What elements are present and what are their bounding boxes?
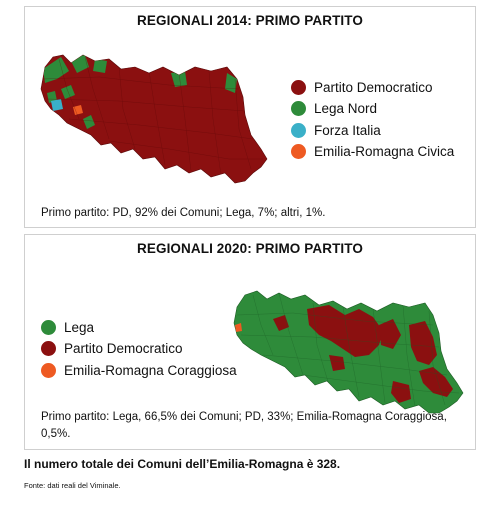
legend-swatch-pd bbox=[41, 341, 56, 356]
legend-item-lega-nord-2014 bbox=[291, 99, 454, 119]
municipality-lega-area bbox=[93, 59, 107, 73]
legend-item-erc-2014 bbox=[291, 142, 454, 162]
legend-label: Partito Democratico bbox=[64, 341, 183, 356]
region-shape-2014 bbox=[41, 55, 267, 183]
legend-item-pd-2014 bbox=[291, 77, 454, 97]
legend-item-pd-2020 bbox=[41, 339, 237, 359]
legend-swatch-erc bbox=[291, 144, 306, 159]
legend-item-erc-2020 bbox=[41, 360, 237, 380]
legend-swatch-pd bbox=[291, 80, 306, 95]
legend-2020 bbox=[41, 317, 237, 382]
legend-item-lega-2020 bbox=[41, 317, 237, 337]
legend-label: Lega bbox=[64, 319, 95, 335]
legend-label: Forza Italia bbox=[314, 122, 381, 138]
legend-2014 bbox=[291, 77, 454, 163]
legend-label: Lega Nord bbox=[314, 101, 378, 116]
legend-label: Emilia-Romagna Coraggiosa bbox=[64, 362, 237, 378]
footnote-total-comuni: Il numero totale dei Comuni dell’Emilia-Romagna è 328. bbox=[24, 457, 341, 471]
legend-swatch-erc bbox=[41, 363, 56, 378]
legend-label: Partito Democratico bbox=[314, 79, 433, 95]
legend-swatch-lega bbox=[291, 101, 306, 116]
map-2014 bbox=[39, 49, 273, 185]
legend-swatch-fi bbox=[291, 123, 306, 138]
legend-label: Emilia-Romagna Civica bbox=[314, 144, 455, 159]
panel-2020 bbox=[24, 234, 476, 450]
summary-2020: Primo partito: Lega, 66,5% dei Comuni; PD, 33%; Emilia-Romagna Coraggiosa, 0,5%. bbox=[41, 411, 447, 440]
source-note: Fonte: dati reali del Viminale. bbox=[24, 481, 121, 490]
legend-swatch-lega bbox=[41, 320, 56, 335]
panel-title-2014: REGIONALI 2014: PRIMO PARTITO bbox=[137, 13, 363, 28]
legend-item-fi-2014 bbox=[291, 120, 454, 140]
map-2020 bbox=[233, 285, 465, 415]
panel-2014 bbox=[24, 6, 476, 228]
municipality-fi-area bbox=[51, 99, 63, 111]
summary-2014: Primo partito: PD, 92% dei Comuni; Lega, 7%; altri, 1%. bbox=[41, 207, 326, 219]
panel-title-2020: REGIONALI 2020: PRIMO PARTITO bbox=[137, 241, 363, 256]
